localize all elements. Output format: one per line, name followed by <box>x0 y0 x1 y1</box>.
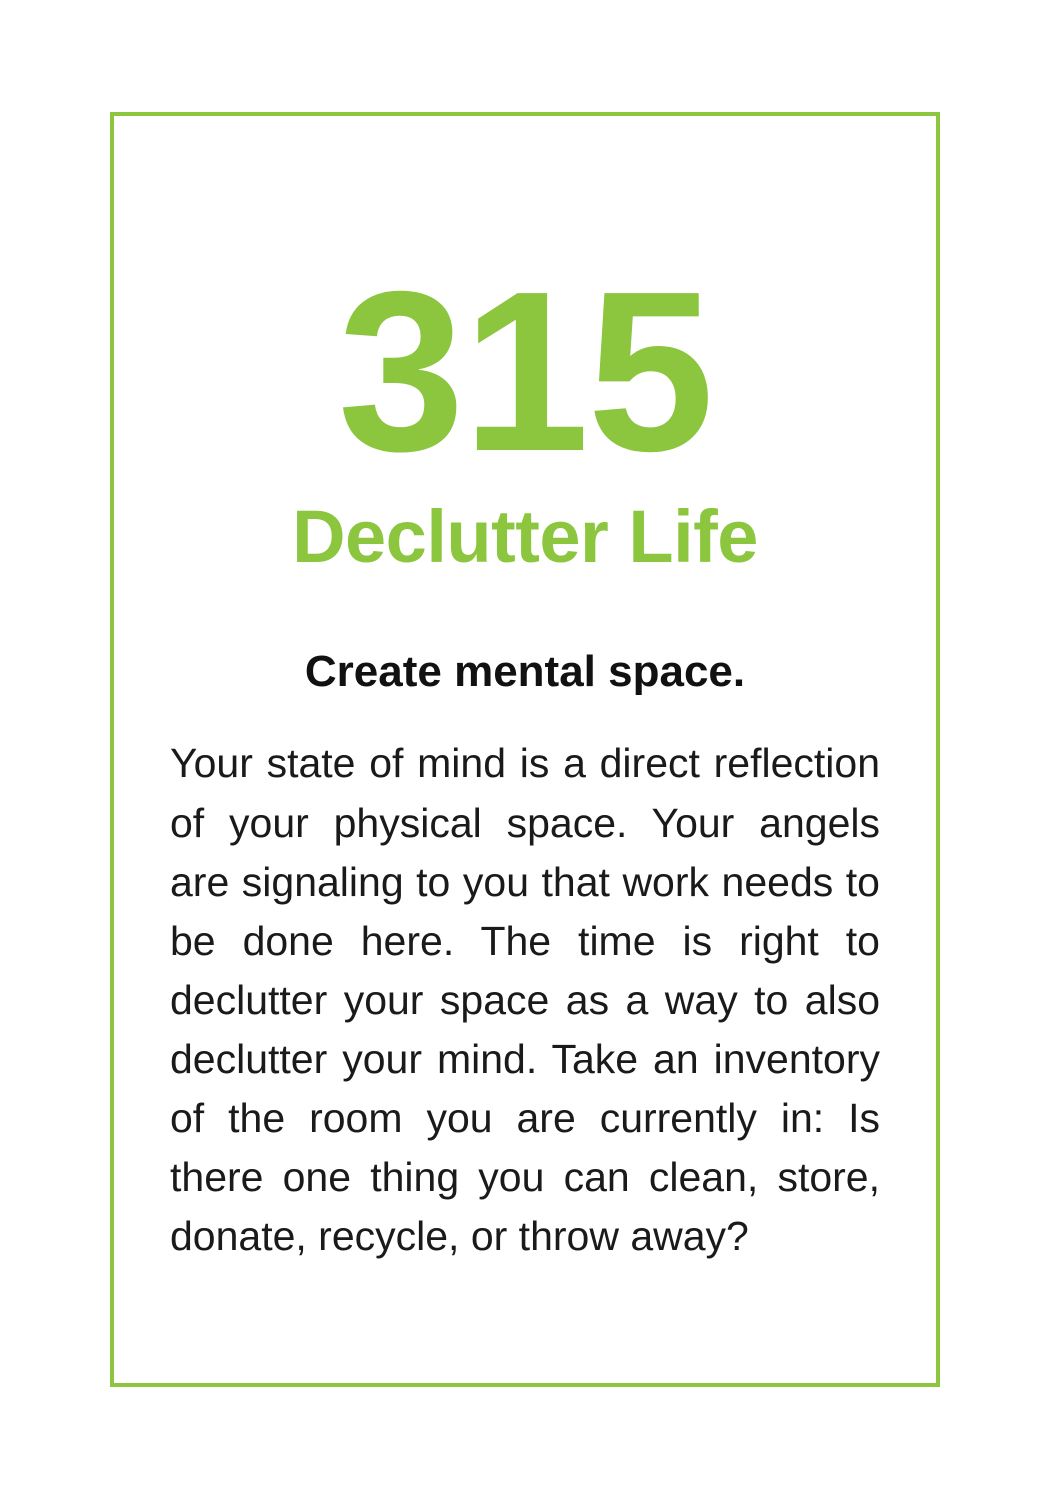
card-number: 315 <box>337 245 713 499</box>
card-title: Declutter Life <box>292 495 758 578</box>
card-subtitle: Create mental space. <box>304 646 746 696</box>
card-content <box>114 116 936 1383</box>
angel-number-card <box>110 112 940 1387</box>
card-body-text: Your state of mind is a direct reflection of your physical space. Your angels are signaling to you that work needs to be done here. The time is right to declutter your space as a way to also declutter your mind. Take an inventory of the room you are currently in: Is there one thing you can clean, store, donate, recycle, or throw away? <box>170 740 880 1259</box>
